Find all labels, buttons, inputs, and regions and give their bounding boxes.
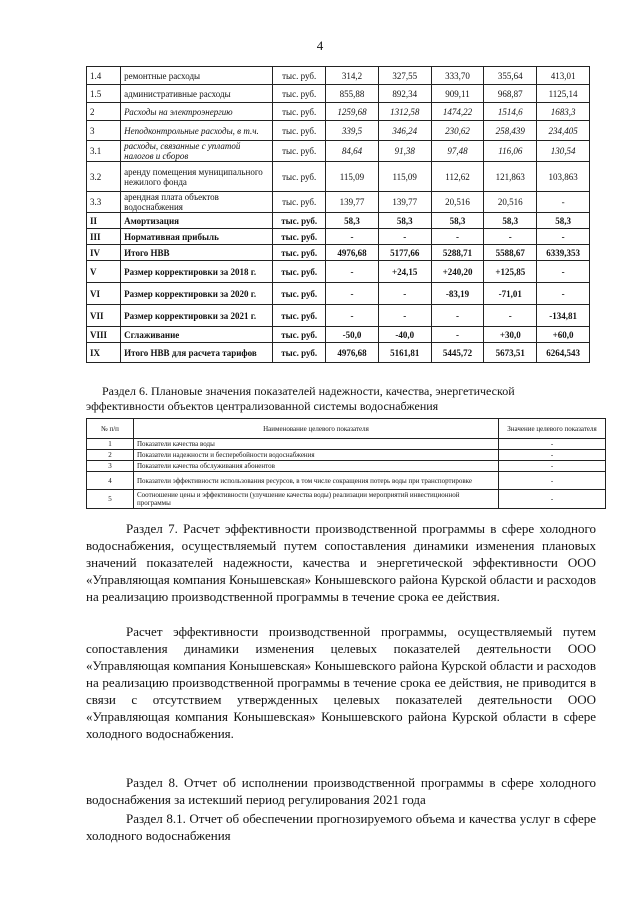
table-row [87, 343, 590, 363]
indicator-num-cell: 1 [87, 439, 134, 450]
table-row [87, 121, 590, 141]
row-value-cell: 4976,68 [326, 245, 379, 261]
row-unit-cell: тыс. руб. [273, 192, 326, 213]
row-value-cell: 20,516 [484, 192, 537, 213]
section-6-caption: Раздел 6. Плановые значения показателей надежности, качества, энергетической эффективности объектов централизованной системы водоснабжения [86, 384, 515, 413]
row-number-cell: 1.4 [87, 67, 121, 85]
row-value-cell: - [326, 229, 379, 245]
table-header-cell: № п/п [87, 419, 134, 439]
row-value-cell: - [326, 305, 379, 327]
row-unit-cell: тыс. руб. [273, 103, 326, 121]
row-value-cell: 314,2 [326, 67, 379, 85]
row-number-cell: IV [87, 245, 121, 261]
row-value-cell: -134,81 [537, 305, 590, 327]
row-name-cell: Амортизация [121, 213, 273, 229]
row-value-cell: 121,863 [484, 162, 537, 192]
row-unit-cell: тыс. руб. [273, 245, 326, 261]
indicator-num-cell: 2 [87, 450, 134, 461]
row-value-cell: 855,88 [326, 85, 379, 103]
indicator-num-cell: 5 [87, 490, 134, 509]
row-value-cell: 58,3 [326, 213, 379, 229]
table-row [87, 472, 606, 490]
row-value-cell: - [537, 261, 590, 283]
row-value-cell: 346,24 [378, 121, 431, 141]
target-indicators-table [86, 418, 606, 509]
row-unit-cell: тыс. руб. [273, 261, 326, 283]
row-number-cell: VII [87, 305, 121, 327]
table-row [87, 162, 590, 192]
row-value-cell: - [326, 261, 379, 283]
row-value-cell: 139,77 [326, 192, 379, 213]
row-unit-cell: тыс. руб. [273, 305, 326, 327]
row-value-cell: 1474,22 [431, 103, 484, 121]
row-value-cell: 413,01 [537, 67, 590, 85]
row-unit-cell: тыс. руб. [273, 85, 326, 103]
row-name-cell: Нормативная прибыль [121, 229, 273, 245]
row-value-cell: 116,06 [484, 141, 537, 162]
row-value-cell: 84,64 [326, 141, 379, 162]
indicator-name-cell: Показатели эффективности использования ресурсов, в том числе сокращения потерь воды при транспортировке [134, 472, 499, 490]
row-value-cell: 139,77 [378, 192, 431, 213]
table-row [87, 213, 590, 229]
row-value-cell: 115,09 [378, 162, 431, 192]
row-number-cell: IX [87, 343, 121, 363]
row-value-cell: +30,0 [484, 327, 537, 343]
row-value-cell: 112,62 [431, 162, 484, 192]
indicator-value-cell: - [499, 472, 606, 490]
row-value-cell: +240,20 [431, 261, 484, 283]
row-value-cell: 327,55 [378, 67, 431, 85]
tariff-table [86, 66, 590, 363]
row-number-cell: 3 [87, 121, 121, 141]
indicator-name-cell: Показатели надежности и бесперебойности водоснабжения [134, 450, 499, 461]
indicator-name-cell: Показатели качества воды [134, 439, 499, 450]
row-name-cell: Сглаживание [121, 327, 273, 343]
row-value-cell: 1312,58 [378, 103, 431, 121]
row-value-cell: - [431, 327, 484, 343]
row-value-cell: 909,11 [431, 85, 484, 103]
row-value-cell: -71,01 [484, 283, 537, 305]
row-unit-cell: тыс. руб. [273, 141, 326, 162]
row-unit-cell: тыс. руб. [273, 283, 326, 305]
row-value-cell: 5177,66 [378, 245, 431, 261]
row-number-cell: 3.3 [87, 192, 121, 213]
indicator-num-cell: 4 [87, 472, 134, 490]
row-value-cell: 892,34 [378, 85, 431, 103]
row-value-cell: 5588,67 [484, 245, 537, 261]
row-value-cell: 1514,6 [484, 103, 537, 121]
row-name-cell: арендная плата объектов водоснабжения [121, 192, 273, 213]
row-unit-cell: тыс. руб. [273, 327, 326, 343]
row-value-cell: 1259,68 [326, 103, 379, 121]
row-value-cell: -83,19 [431, 283, 484, 305]
row-value-cell: - [537, 283, 590, 305]
row-name-cell: Расходы на электроэнергию [121, 103, 273, 121]
row-name-cell: Размер корректировки за 2018 г. [121, 261, 273, 283]
row-value-cell: - [378, 283, 431, 305]
row-value-cell: - [537, 192, 590, 213]
row-value-cell: 5161,81 [378, 343, 431, 363]
table-row [87, 327, 590, 343]
table-row [87, 192, 590, 213]
table-row [87, 490, 606, 509]
row-number-cell: II [87, 213, 121, 229]
row-value-cell: - [484, 305, 537, 327]
row-number-cell: 1.5 [87, 85, 121, 103]
table-header-cell: Значение целевого показателя [499, 419, 606, 439]
indicator-value-cell: - [499, 450, 606, 461]
row-unit-cell: тыс. руб. [273, 213, 326, 229]
row-name-cell: аренду помещения муниципального нежилого фонда [121, 162, 273, 192]
row-number-cell: 3.1 [87, 141, 121, 162]
row-value-cell: 58,3 [484, 213, 537, 229]
section-7-text: Раздел 7. Расчет эффективности производственной программы в сфере холодного водоснабжения, осуществляемый путем сопоставления динамики изменения плановых значений показателей надежности, качества и энергетической эффективности ООО «Управляющая компания Конышевская» Конышевского района Курской области и расходов на реализацию производственной программы в течение срока ее действия. [86, 521, 596, 604]
table-row [87, 450, 606, 461]
row-number-cell: 3.2 [87, 162, 121, 192]
table-row [87, 283, 590, 305]
efficiency-text: Расчет эффективности производственной программы, осуществляемый путем сопоставления динамики изменения целевых показателей деятельности ООО «Управляющая компания Конышевская» Конышевского района Курской области и расходов на реализацию производственной программы в течение срока ее действия, не приводится в связи с отсутствием утвержденных целевых показателей деятельности ООО «Управляющая компания Конышевская» Конышевского района Курской области в сфере холодного водоснабжения. [86, 624, 596, 741]
row-name-cell: Итого НВВ для расчета тарифов [121, 343, 273, 363]
row-unit-cell: тыс. руб. [273, 343, 326, 363]
table-row [87, 261, 590, 283]
row-value-cell: - [431, 229, 484, 245]
row-unit-cell: тыс. руб. [273, 121, 326, 141]
table-row [87, 305, 590, 327]
row-name-cell: ремонтные расходы [121, 67, 273, 85]
row-value-cell: 333,70 [431, 67, 484, 85]
table-row [87, 229, 590, 245]
indicator-name-cell: Показатели качества обслуживания абонентов [134, 461, 499, 472]
row-unit-cell: тыс. руб. [273, 67, 326, 85]
row-value-cell: +125,85 [484, 261, 537, 283]
row-value-cell: 258,439 [484, 121, 537, 141]
row-value-cell: - [326, 283, 379, 305]
row-number-cell: VI [87, 283, 121, 305]
row-value-cell: +24,15 [378, 261, 431, 283]
row-value-cell: 6339,353 [537, 245, 590, 261]
row-value-cell: 5673,51 [484, 343, 537, 363]
row-value-cell: 20,516 [431, 192, 484, 213]
row-value-cell: 58,3 [431, 213, 484, 229]
row-number-cell: III [87, 229, 121, 245]
table-row [87, 439, 606, 450]
indicator-value-cell: - [499, 461, 606, 472]
table-row [87, 461, 606, 472]
indicator-num-cell: 3 [87, 461, 134, 472]
row-number-cell: 2 [87, 103, 121, 121]
row-value-cell: - [378, 305, 431, 327]
page-number: 4 [316, 38, 324, 53]
row-value-cell: - [484, 229, 537, 245]
section-8-1-text: Раздел 8.1. Отчет об обеспечении прогнозируемого объема и качества услуг в сфере холодного водоснабжения [86, 811, 596, 843]
row-value-cell: 355,64 [484, 67, 537, 85]
row-value-cell: 230,62 [431, 121, 484, 141]
row-value-cell: 1683,3 [537, 103, 590, 121]
row-value-cell: 5288,71 [431, 245, 484, 261]
row-value-cell: 4976,68 [326, 343, 379, 363]
row-value-cell: 234,405 [537, 121, 590, 141]
row-unit-cell: тыс. руб. [273, 229, 326, 245]
row-value-cell: +60,0 [537, 327, 590, 343]
indicator-value-cell: - [499, 439, 606, 450]
row-value-cell: 6264,543 [537, 343, 590, 363]
row-number-cell: V [87, 261, 121, 283]
table-header-cell: Наименование целевого показателя [134, 419, 499, 439]
row-value-cell: 968,87 [484, 85, 537, 103]
row-value-cell: 130,54 [537, 141, 590, 162]
indicator-name-cell: Соотношение цены и эффективности (улучшение качества воды) реализации мероприятий инвестиционной программы [134, 490, 499, 509]
row-value-cell: 91,38 [378, 141, 431, 162]
row-value-cell: 5445,72 [431, 343, 484, 363]
row-value-cell: 1125,14 [537, 85, 590, 103]
row-value-cell: - [537, 229, 590, 245]
row-value-cell: -40,0 [378, 327, 431, 343]
row-value-cell: 97,48 [431, 141, 484, 162]
row-value-cell: 58,3 [537, 213, 590, 229]
table-row [87, 85, 590, 103]
row-value-cell: 115,09 [326, 162, 379, 192]
row-unit-cell: тыс. руб. [273, 162, 326, 192]
row-value-cell: 339,5 [326, 121, 379, 141]
table-header-row [87, 419, 606, 439]
row-value-cell: - [431, 305, 484, 327]
row-value-cell: - [378, 229, 431, 245]
row-value-cell: 58,3 [378, 213, 431, 229]
section-8-text: Раздел 8. Отчет об исполнении производственной программы в сфере холодного водоснабжения за истекший период регулирования 2021 года [86, 775, 596, 807]
table-row [87, 67, 590, 85]
row-name-cell: Размер корректировки за 2020 г. [121, 283, 273, 305]
row-number-cell: VIII [87, 327, 121, 343]
row-name-cell: расходы, связанные с уплатой налогов и сборов [121, 141, 273, 162]
table-row [87, 103, 590, 121]
table-row [87, 141, 590, 162]
row-name-cell: Итого НВВ [121, 245, 273, 261]
row-value-cell: 103,863 [537, 162, 590, 192]
table-row [87, 245, 590, 261]
indicator-value-cell: - [499, 490, 606, 509]
row-name-cell: Размер корректировки за 2021 г. [121, 305, 273, 327]
row-value-cell: -50,0 [326, 327, 379, 343]
row-name-cell: Неподконтрольные расходы, в т.ч. [121, 121, 273, 141]
row-name-cell: административные расходы [121, 85, 273, 103]
